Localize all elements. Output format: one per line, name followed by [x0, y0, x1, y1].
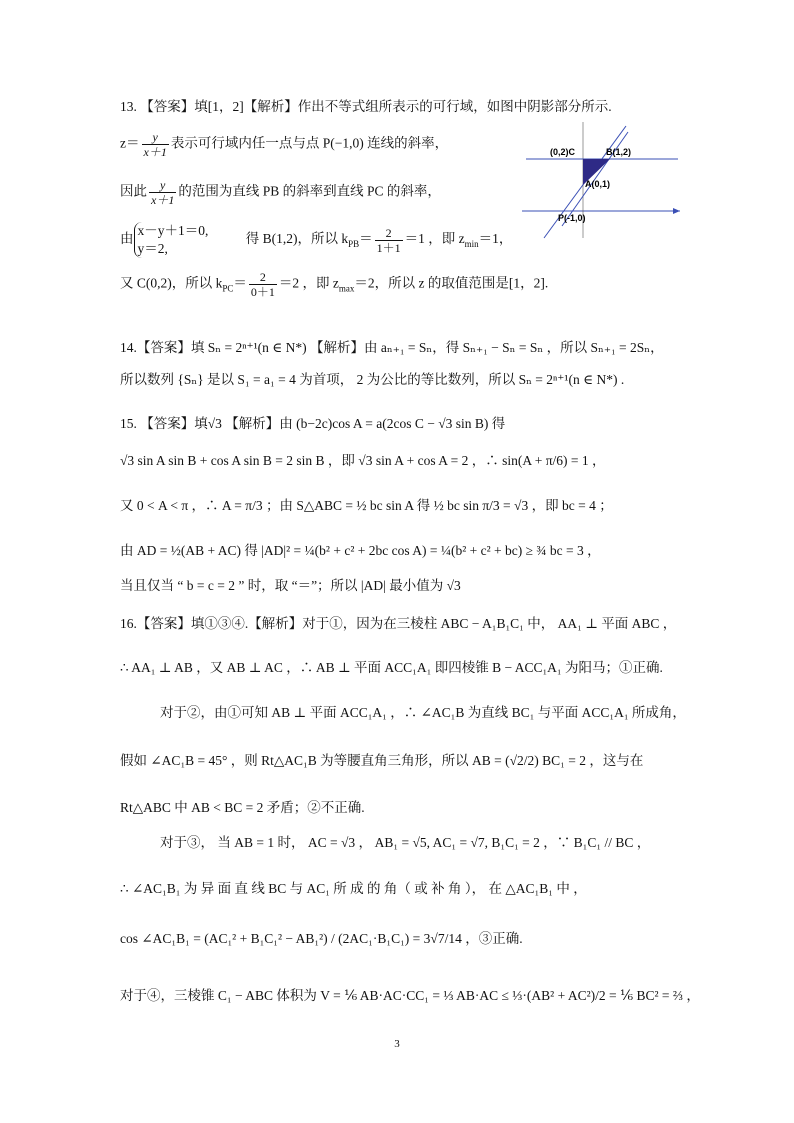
q16-line3: 对于②，由①可知 AB ⊥ 平面 ACC₁A₁ ，∴ ∠AC₁B 为直线 BC₁ 与平面 ACC₁A₁ 所成角，: [160, 705, 686, 720]
q16-line6: 对于③， 当 AB = 1 时， AC = √3 ， AB₁ = √5, AC₁ = √7, B₁C₁ = 2 ，∵ B₁C₁ // BC ，: [160, 835, 651, 850]
q16-line5: Rt△ABC 中 AB < BC = 2 矛盾；②不正确.: [120, 800, 365, 815]
q16-line7: ∴ ∠AC₁B₁ 为 异 面 直 线 BC 与 AC₁ 所 成 的 角（ 或 补 角 ）， 在 △AC₁B₁ 中 ，: [120, 881, 587, 896]
equation-system: x－y＋1＝0, y＝2,: [134, 222, 209, 258]
page-number: 3: [394, 1038, 400, 1050]
q16-line4: 假如 ∠AC₁B = 45° ，则 Rt△AC₁B 为等腰直角三角形，所以 AB = (√2/2) BC₁ = 2 ，这与在: [120, 753, 644, 768]
label-P: P(-1,0): [558, 213, 586, 223]
q14-line1: 14.【答案】填 Sₙ = 2ⁿ⁺¹(n ∈ N*) 【解析】由 aₙ₊₁ = Sₙ，得 Sₙ₊₁ − Sₙ = Sₙ ，所以 Sₙ₊₁ = 2Sₙ，: [120, 340, 664, 355]
q13-line5: 又 C(0,2)，所以 $k_{PC}=$ $\frac{2}{0+1}$ ＝2 ，即 $z_{max}=2$，所以 z 的取值范围是[1，2].: [120, 270, 549, 299]
q16-line1: 16.【答案】填①③④.【解析】对于①，因为在三棱柱 ABC − A₁B₁C₁ 中， AA₁ ⊥ 平面 ABC ，: [120, 616, 677, 631]
label-C: (0,2)C: [550, 147, 576, 157]
label-B: B(1,2): [606, 147, 632, 157]
q16-line9: 对于④，三棱锥 C₁ − ABC 体积为 V = ⅙ AB·AC·CC₁ = ⅓ AB·AC ≤ ⅓·(AB² + AC²)/2 = ⅙ BC² = ⅔ ，: [120, 988, 700, 1003]
x-axis-arrow: [673, 208, 680, 214]
q16-line8: cos ∠AC₁B₁ = (AC₁² + B₁C₁² − AB₁²) / (2AC₁·B₁C₁) = 3√7/14 ，③正确.: [120, 931, 523, 946]
q15-line3: 又 0 < A < π ，∴ A = π/3 ；由 S△ABC = ½ bc sin A 得 ½ bc sin π/3 = √3 ，即 bc = 4 ；: [120, 498, 613, 513]
fraction: $\frac{2}{1+1}$: [376, 225, 401, 255]
q13-line2: z＝ $\frac{y}{x+1}$ 表示可行域内任一点与点 P(−1,0) 连线的斜率，: [120, 130, 449, 159]
q14-line2: 所以数列 {Sₙ} 是以 S₁ = a₁ = 4 为首项， 2 为公比的等比数列，所以 Sₙ = 2ⁿ⁺¹(n ∈ N*) .: [120, 372, 625, 387]
q13-line4: 由 x－y＋1＝0, y＝2, 得 B(1,2)，所以 $k_{PB}=$ $\frac{2}{1+1}$ ＝1 ，即 $z_{min}=1$，: [120, 223, 513, 256]
feasible-region-graph: [522, 120, 682, 240]
q15-line5: 当且仅当 “ b = c = 2 ” 时，取 “＝”；所以 |AD| 最小值为 √3: [120, 578, 461, 593]
q13-line3: 因此 $\frac{y}{x+1}$ 的范围为直线 PB 的斜率到直线 PC 的斜率，: [120, 178, 441, 207]
fraction: $\frac{2}{0+1}$: [250, 270, 275, 299]
label-A: A(0,1): [585, 179, 611, 189]
q16-line2: ∴ AA₁ ⊥ AB ，又 AB ⊥ AC ，∴ AB ⊥ 平面 ACC₁A₁ 即四棱锥 B − ACC₁A₁ 为阳马；①正确.: [120, 660, 663, 675]
q15-line1: 15. 【答案】填√3 【解析】由 (b−2c)cos A = a(2cos C − √3 sin B) 得: [120, 416, 506, 431]
q13-line1: 13. 【答案】填[1，2]【解析】作出不等式组所表示的可行域，如图中阴影部分所示.: [120, 99, 612, 114]
q15-line4: 由 AD = ½(AB + AC) 得 |AD|² = ¼(b² + c² + 2bc cos A) = ¼(b² + c² + bc) ≥ ¾ bc = 3 ，: [120, 543, 601, 558]
fraction: $\frac{y}{x+1}$: [143, 130, 167, 159]
fraction: $\frac{y}{x+1}$: [151, 178, 175, 207]
q15-line2: √3 sin A sin B + cos A sin B = 2 sin B ，即 √3 sin A + cos A = 2 ，∴ sin(A + π/6) = 1 ，: [120, 453, 606, 468]
